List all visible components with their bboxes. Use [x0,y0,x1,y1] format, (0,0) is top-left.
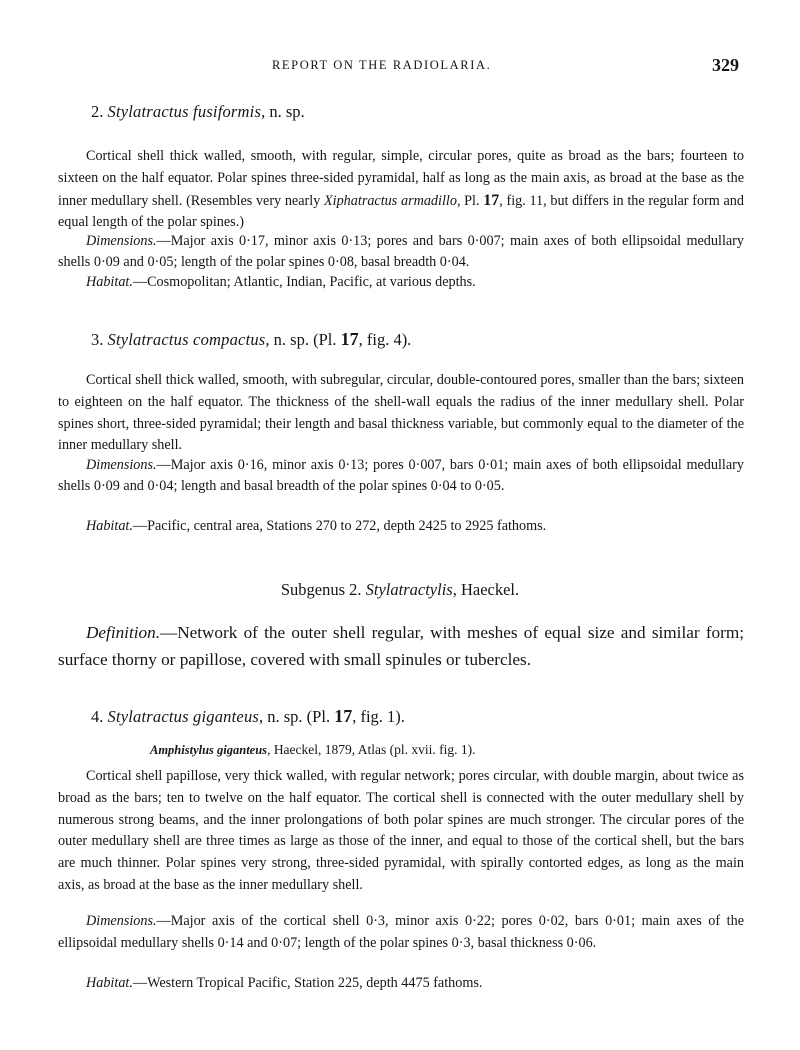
species-2-habitat: Habitat.—Cosmopolitan; Atlantic, Indian, Pacific, at various depths. [86,274,476,290]
species-4-description: Cortical shell papillose, very thick walled, with regular network; pores circular, with double margin, about twice as broad as the bars; ten to twelve on the half equator. The cortical shell is connected with the outer medullary shell by numerous strong beams, and the inner prolongations of both polar spines are much stronger. The circular pores of the outer medullary shell are three times as large as those of the inner, and equal to those of the cortical shell, but the bars are much thinner. Polar spines very strong, three-sided pyramidal, with spirally contorted edges, as long as the main axis, as broad at the base as the inner medullary shell. [58,768,744,893]
species-4-plate: 17 [334,706,353,726]
species-3-name: Stylatractus compactus [107,330,266,349]
subgenus-heading: Subgenus 2. Stylatractylis, Haeckel. [280,580,520,599]
running-title: REPORT ON THE RADIOLARIA. [272,58,492,72]
species-2-number: 2. [91,102,104,121]
species-2-suffix: , n. sp. [261,102,305,121]
species-4-name: Stylatractus giganteus [107,707,260,726]
species-3-plate: 17 [340,329,359,349]
species-4-dimensions: Dimensions.—Major axis of the cortical shell 0·3, minor axis 0·22; pores 0·02, bars 0·01; main axes of the ellipsoidal medullary shells 0·14 and 0·07; length of the polar spines 0·3, basal thickness 0·06. [58,913,744,951]
species-4-habitat: Habitat.—Western Tropical Pacific, Station 225, depth 4475 fathoms. [86,975,483,991]
species-4-synonym: Amphistylus giganteus, Haeckel, 1879, Atlas (pl. xvii. fig. 1). [150,742,476,757]
page-number: 329 [712,55,739,75]
species-2-name: Stylatractus fusiformis [107,102,262,121]
species-3-number: 3. [91,330,104,349]
species-2-heading [91,102,305,122]
species-4-heading: 4. Stylatractus giganteus, n. sp. (Pl. 17, fig. 1). [91,706,405,726]
species-4-number: 4. [91,707,104,726]
species-3-heading: 3. Stylatractus compactus, n. sp. (Pl. 17, fig. 4). [91,329,412,349]
species-3-habitat: Habitat.—Pacific, central area, Stations 270 to 272, depth 2425 to 2925 fathoms. [86,518,547,534]
species-3-description: Cortical shell thick walled, smooth, with subregular, circular, double-contoured pores, smaller than the bars; sixteen to eighteen on the half equator. The thickness of the shell-wall equals the radius of the inner medullary shell. Polar spines short, three-sided pyramidal; their length and basal thickness variable, but commonly equal to the diameter of the inner medullary shell. [58,372,744,454]
species-2-dimensions: Dimensions.—Major axis 0·17, minor axis 0·13; pores and bars 0·007; main axes of both ellipsoidal medullary shells 0·09 and 0·05; length of the polar spines 0·08, basal breadth 0·04. [58,233,744,270]
species-3-dimensions: Dimensions.—Major axis 0·16, minor axis 0·13; pores 0·007, bars 0·01; main axes of both ellipsoidal medullary shells 0·09 and 0·04; length and basal breadth of the polar spines 0·04 to 0·05. [58,457,744,494]
subgenus-definition: Definition.—Network of the outer shell regular, with meshes of equal size and similar form; surface thorny or papillose, covered with small spinules or tubercles. [58,623,744,669]
subgenus-name: Stylatractylis [365,580,453,599]
species-2-ref: Xiphatractus armadillo [323,192,457,209]
species-2-description: Cortical shell thick walled, smooth, with regular, simple, circular pores, quite as broad as the bars; fourteen to sixteen on the half equator. Polar spines three-sided pyramidal, half as long as the main axis, as broad at the base as the inner medullary shell. (Resembles very nearly Xiphatractus armadillo, Pl. 17, fig. 11, but differs in the regular form and equal length of the polar spines.) [58,148,744,231]
